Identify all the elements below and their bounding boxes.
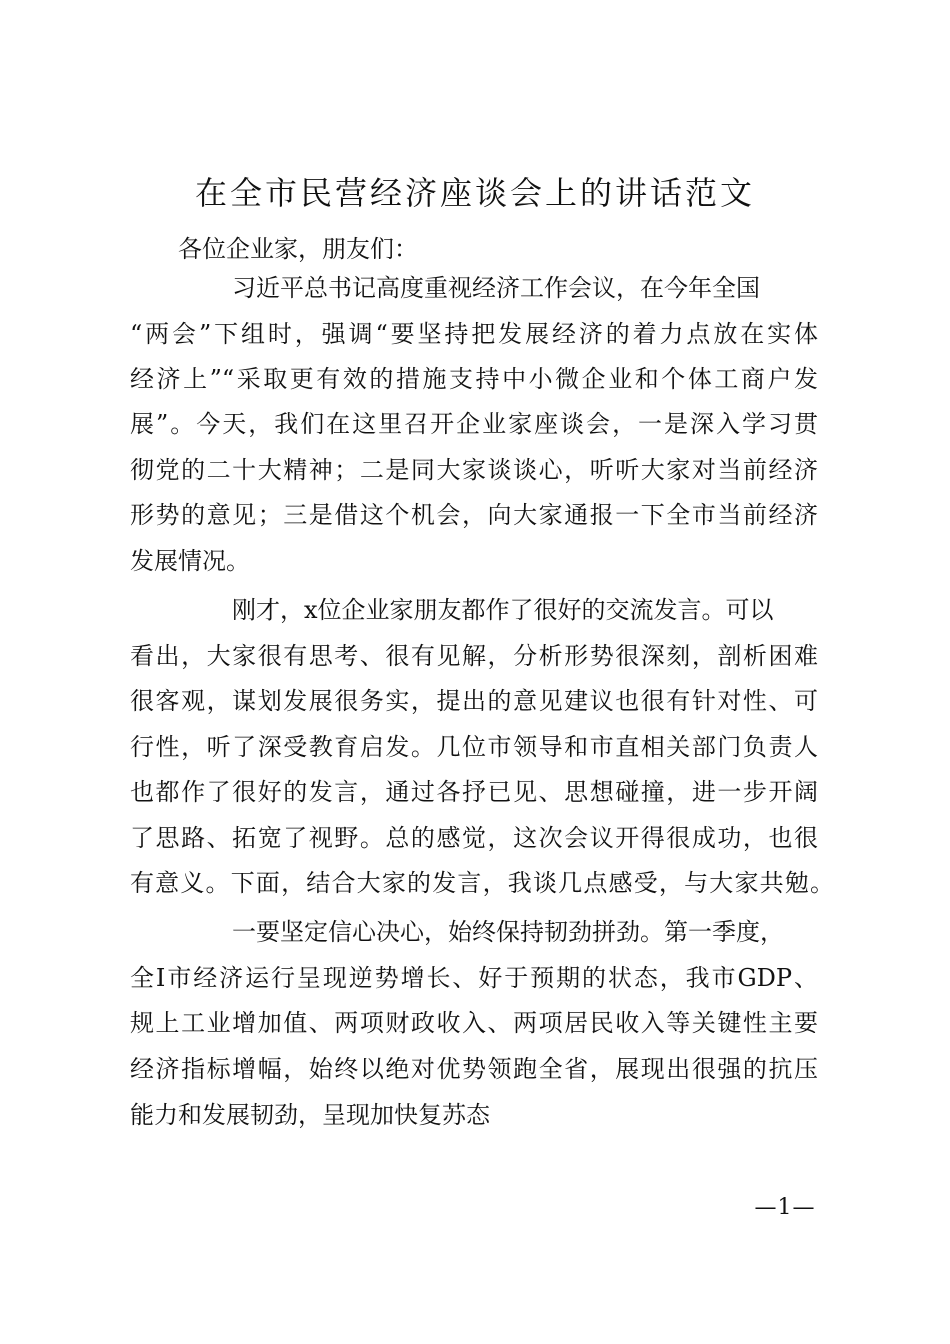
body-line: 刚才，x位企业家朋友都作了很好的交流发言。可以 <box>232 596 774 624</box>
body-line: 规上工业增加值、两项财政收入、两项居民收入等关键性主要 <box>130 1009 818 1037</box>
document-title: 在全市民营经济座谈会上的讲话范文 <box>194 174 755 212</box>
body-line: 看出，大家很有思考、很有见解，分析形势很深刻，剖析困难 <box>130 642 818 670</box>
body-line: 发展情况。 <box>130 547 250 575</box>
body-line: 经济上”“采取更有效的措施支持中小微企业和个体工商户发 <box>130 365 818 393</box>
salutation: 各位企业家，朋友们： <box>178 235 418 263</box>
body-line: 行性，听了深受教育启发。几位市领导和市直相关部门负责人 <box>130 733 818 761</box>
body-line: 了思路、拓宽了视野。总的感觉，这次会议开得很成功，也很 <box>130 824 818 852</box>
body-line: 一要坚定信心决心，始终保持韧劲拼劲。第一季度， <box>232 918 784 946</box>
body-line: 彻党的二十大精神；二是同大家谈谈心，听听大家对当前经济 <box>130 456 818 484</box>
body-line: 能力和发展韧劲，呈现加快复苏态 <box>130 1101 490 1129</box>
body-line: “两会”下组时，强调“要坚持把发展经济的着力点放在实体 <box>130 320 818 348</box>
body-line: 也都作了很好的发言，通过各抒已见、思想碰撞，进一步开阔 <box>130 778 818 806</box>
body-line: 习近平总书记高度重视经济工作会议，在今年全国 <box>232 274 760 302</box>
body-line: 有意义。下面，结合大家的发言，我谈几点感受，与大家共勉。 <box>130 869 834 897</box>
body-line: 全I市经济运行呈现逆势增长、好于预期的状态，我市GDP、 <box>130 964 818 992</box>
body-line: 很客观，谋划发展很务实，提出的意见建议也很有针对性、可 <box>130 687 818 715</box>
page-number: —1— <box>754 1195 816 1220</box>
body-line: 经济指标增幅，始终以绝对优势领跑全省，展现出很强的抗压 <box>130 1055 818 1083</box>
body-line: 展”。今天，我们在这里召开企业家座谈会，一是深入学习贯 <box>130 410 818 438</box>
body-line: 形势的意见；三是借这个机会，向大家通报一下全市当前经济 <box>130 501 818 529</box>
